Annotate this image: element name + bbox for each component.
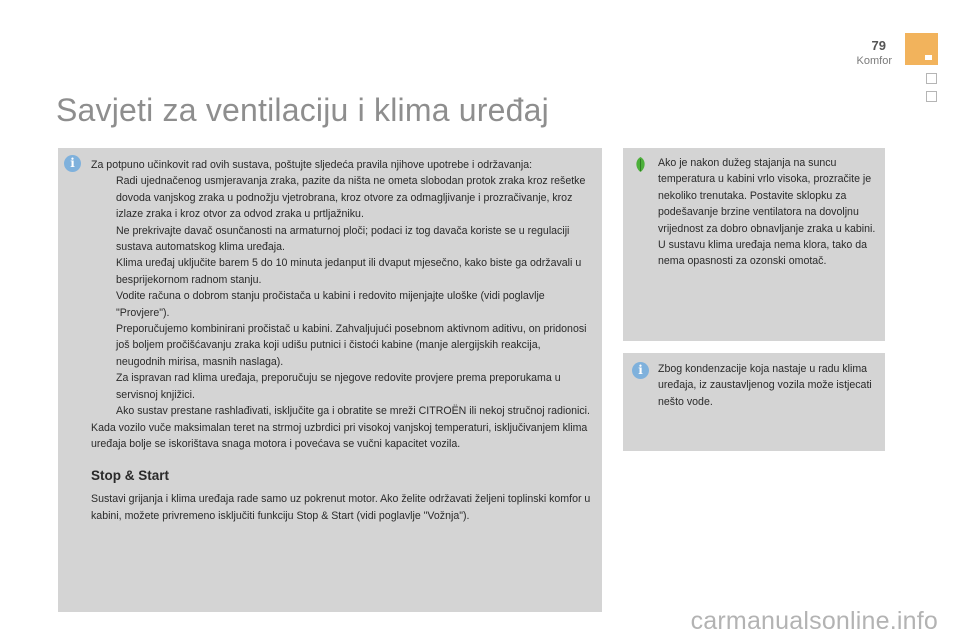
list-item-text: Za ispravan rad klima uređaja, preporučuju se njegove redovite provjere prema preporukama u servisnoj knjižici. <box>116 372 561 401</box>
leaf-icon <box>632 156 649 173</box>
list-item <box>91 223 592 256</box>
watermark: carmanualsonline.info <box>690 607 938 635</box>
list-item <box>91 403 592 419</box>
info-icon: i <box>64 155 81 172</box>
list-item-continuation: Preporučujemo kombinirani pročistač u kabini. Zahvaljujući posebnom aktivnom aditivu, on pridonosi još boljem pročišćavanju zraka koji udišu putnici i čistoći kabine (manje alergijskih reakcija, neugodnih mirisa, masnih naslaga). <box>116 323 587 368</box>
eco-tip-text: Ako je nakon dužeg stajanja na suncu temperatura u kabini vrlo visoka, prozračite je nekoliko trenutaka. Postavite sklopku za podešavanje brzine ventilatora na dovoljnu vrijednost za dobro obnavljanje zraka u kabini. U sustavu klima uređaja nema klora, tako da nema opasnosti za ozonski omotač. <box>658 157 876 268</box>
eco-tip-box <box>623 148 885 341</box>
list-item-text: Ne prekrivajte davač osunčanosti na armaturnoj ploči; podaci iz tog davača koriste se u regulaciji sustava automatskog klima uređaja. <box>116 224 570 254</box>
section-tab[interactable] <box>926 91 937 102</box>
list-item-text: Radi ujednačenog usmjeravanja zraka, pazite da ništa ne ometa slobodan protok zraka kroz rešetke dovoda vanjskog zraka u podnožju vjetrobrana, kroz otvore za odmagljivanje i prozračivanje, kroz izlaze zraka i kroz otvor za odvod zraka u prtljažniku. <box>116 175 586 221</box>
list-item-text: Ako sustav prestane rashlađivati, isključite ga i obratite se mreži CITROËN ili nekoj stručnoj radionici. <box>116 405 590 418</box>
closing-text: Kada vozilo vuče maksimalan teret na strmoj uzbrdici pri visokoj vanjskoj temperaturi, isključivanjem klima uređaja bolje se iskorištava snaga motora i povećava se vučni kapacitet vozila. <box>91 421 588 450</box>
list-item-text: Klima uređaj uključite barem 5 do 10 minuta jedanput ili dvaput mjesečno, kako biste ga održavali u besprijekornom radnom stanju. <box>116 257 582 286</box>
section-name: Komfor <box>856 55 892 67</box>
intro-text: Za potpuno učinkovit rad ovih sustava, poštujte sljedeća pravila njihove upotrebe i održavanja: <box>91 159 533 171</box>
list-item <box>91 370 592 403</box>
page-title: Savjeti za ventilaciju i klima uređaj <box>56 92 549 128</box>
page-number: 79 <box>871 38 886 53</box>
stop-start-heading: Stop & Start <box>91 468 170 484</box>
tab-marker <box>925 55 932 60</box>
main-info-box <box>58 148 602 612</box>
condensation-text: Zbog kondenzacije koja nastaje u radu klima uređaja, iz zaustavljenog vozila može istjecati nešto vode. <box>658 363 872 408</box>
list-item <box>91 173 592 222</box>
stop-start-text: Sustavi grijanja i klima uređaja rade samo uz pokrenut motor. Ako želite održavati željeni toplinski komfor u kabini, možete privremeno isključiti funkciju Stop & Start (vidi poglavlje "Vožnja"). <box>91 493 591 522</box>
list-item <box>91 255 592 288</box>
section-tab[interactable] <box>926 73 937 84</box>
section-tab-active[interactable] <box>905 33 938 65</box>
list-item-text: Vodite računa o dobrom stanju pročistača u kabini i redovito mijenjajte uloške (vidi poglavlje "Provjere"). <box>116 290 545 319</box>
list-item <box>91 288 592 370</box>
info-icon: i <box>632 362 649 379</box>
condensation-info-box <box>623 353 885 451</box>
